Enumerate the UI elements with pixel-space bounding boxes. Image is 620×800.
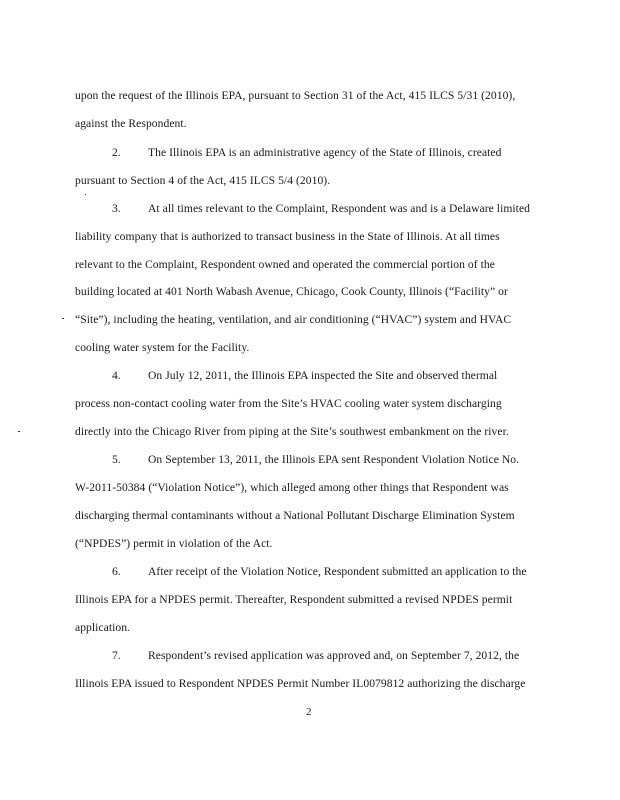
paragraph-number: 6. <box>112 565 121 578</box>
text-line: “Site”), including the heating, ventilation, and air conditioning (“HVAC”) system and HVAC <box>75 313 512 326</box>
page-number: 2 <box>306 706 312 718</box>
text-line: W-2011-50384 (“Violation Notice”), which alleged among other things that Respondent was <box>75 481 509 494</box>
text-line: relevant to the Complaint, Respondent owned and operated the commercial portion of the <box>75 258 495 271</box>
text-line: Illinois EPA for a NPDES permit. Thereafter, Respondent submitted a revised NPDES permit <box>75 593 513 606</box>
text-line: process non-contact cooling water from the Site’s HVAC cooling water system discharging <box>75 397 502 410</box>
text-line: discharging thermal contaminants without a National Pollutant Discharge Elimination System <box>75 509 515 522</box>
paragraph-number: 4. <box>112 369 121 382</box>
scan-speck <box>85 194 86 195</box>
paragraph-number: 7. <box>112 649 121 662</box>
scan-speck <box>18 431 20 432</box>
text-line: The Illinois EPA is an administrative agency of the State of Illinois, created <box>148 146 502 159</box>
text-line: Respondent’s revised application was approved and, on September 7, 2012, the <box>148 649 520 662</box>
text-line: against the Respondent. <box>75 117 187 130</box>
paragraph-number: 2. <box>112 146 121 159</box>
text-line: pursuant to Section 4 of the Act, 415 ILCS 5/4 (2010). <box>75 174 331 187</box>
text-line: upon the request of the Illinois EPA, pursuant to Section 31 of the Act, 415 ILCS 5/31 (2010), <box>75 89 516 102</box>
paragraph-number: 3. <box>112 202 121 215</box>
text-line: On July 12, 2011, the Illinois EPA inspected the Site and observed thermal <box>148 369 498 382</box>
text-line: liability company that is authorized to transact business in the State of Illinois. At all times <box>75 230 500 243</box>
text-line: directly into the Chicago River from piping at the Site’s southwest embankment on the river. <box>75 425 509 438</box>
text-line: (“NPDES”) permit in violation of the Act. <box>75 537 273 550</box>
text-line: building located at 401 North Wabash Avenue, Chicago, Cook County, Illinois (“Facility” or <box>75 285 508 298</box>
text-line: After receipt of the Violation Notice, Respondent submitted an application to the <box>148 565 527 578</box>
text-line: At all times relevant to the Complaint, Respondent was and is a Delaware limited <box>148 202 530 215</box>
text-line: application. <box>75 621 131 634</box>
text-line: Illinois EPA issued to Respondent NPDES Permit Number IL0079812 authorizing the discharge <box>75 677 526 690</box>
paragraph-number: 5. <box>112 453 121 466</box>
text-line: On September 13, 2011, the Illinois EPA sent Respondent Violation Notice No. <box>148 453 520 466</box>
scan-speck <box>62 318 64 319</box>
text-line: cooling water system for the Facility. <box>75 341 250 354</box>
